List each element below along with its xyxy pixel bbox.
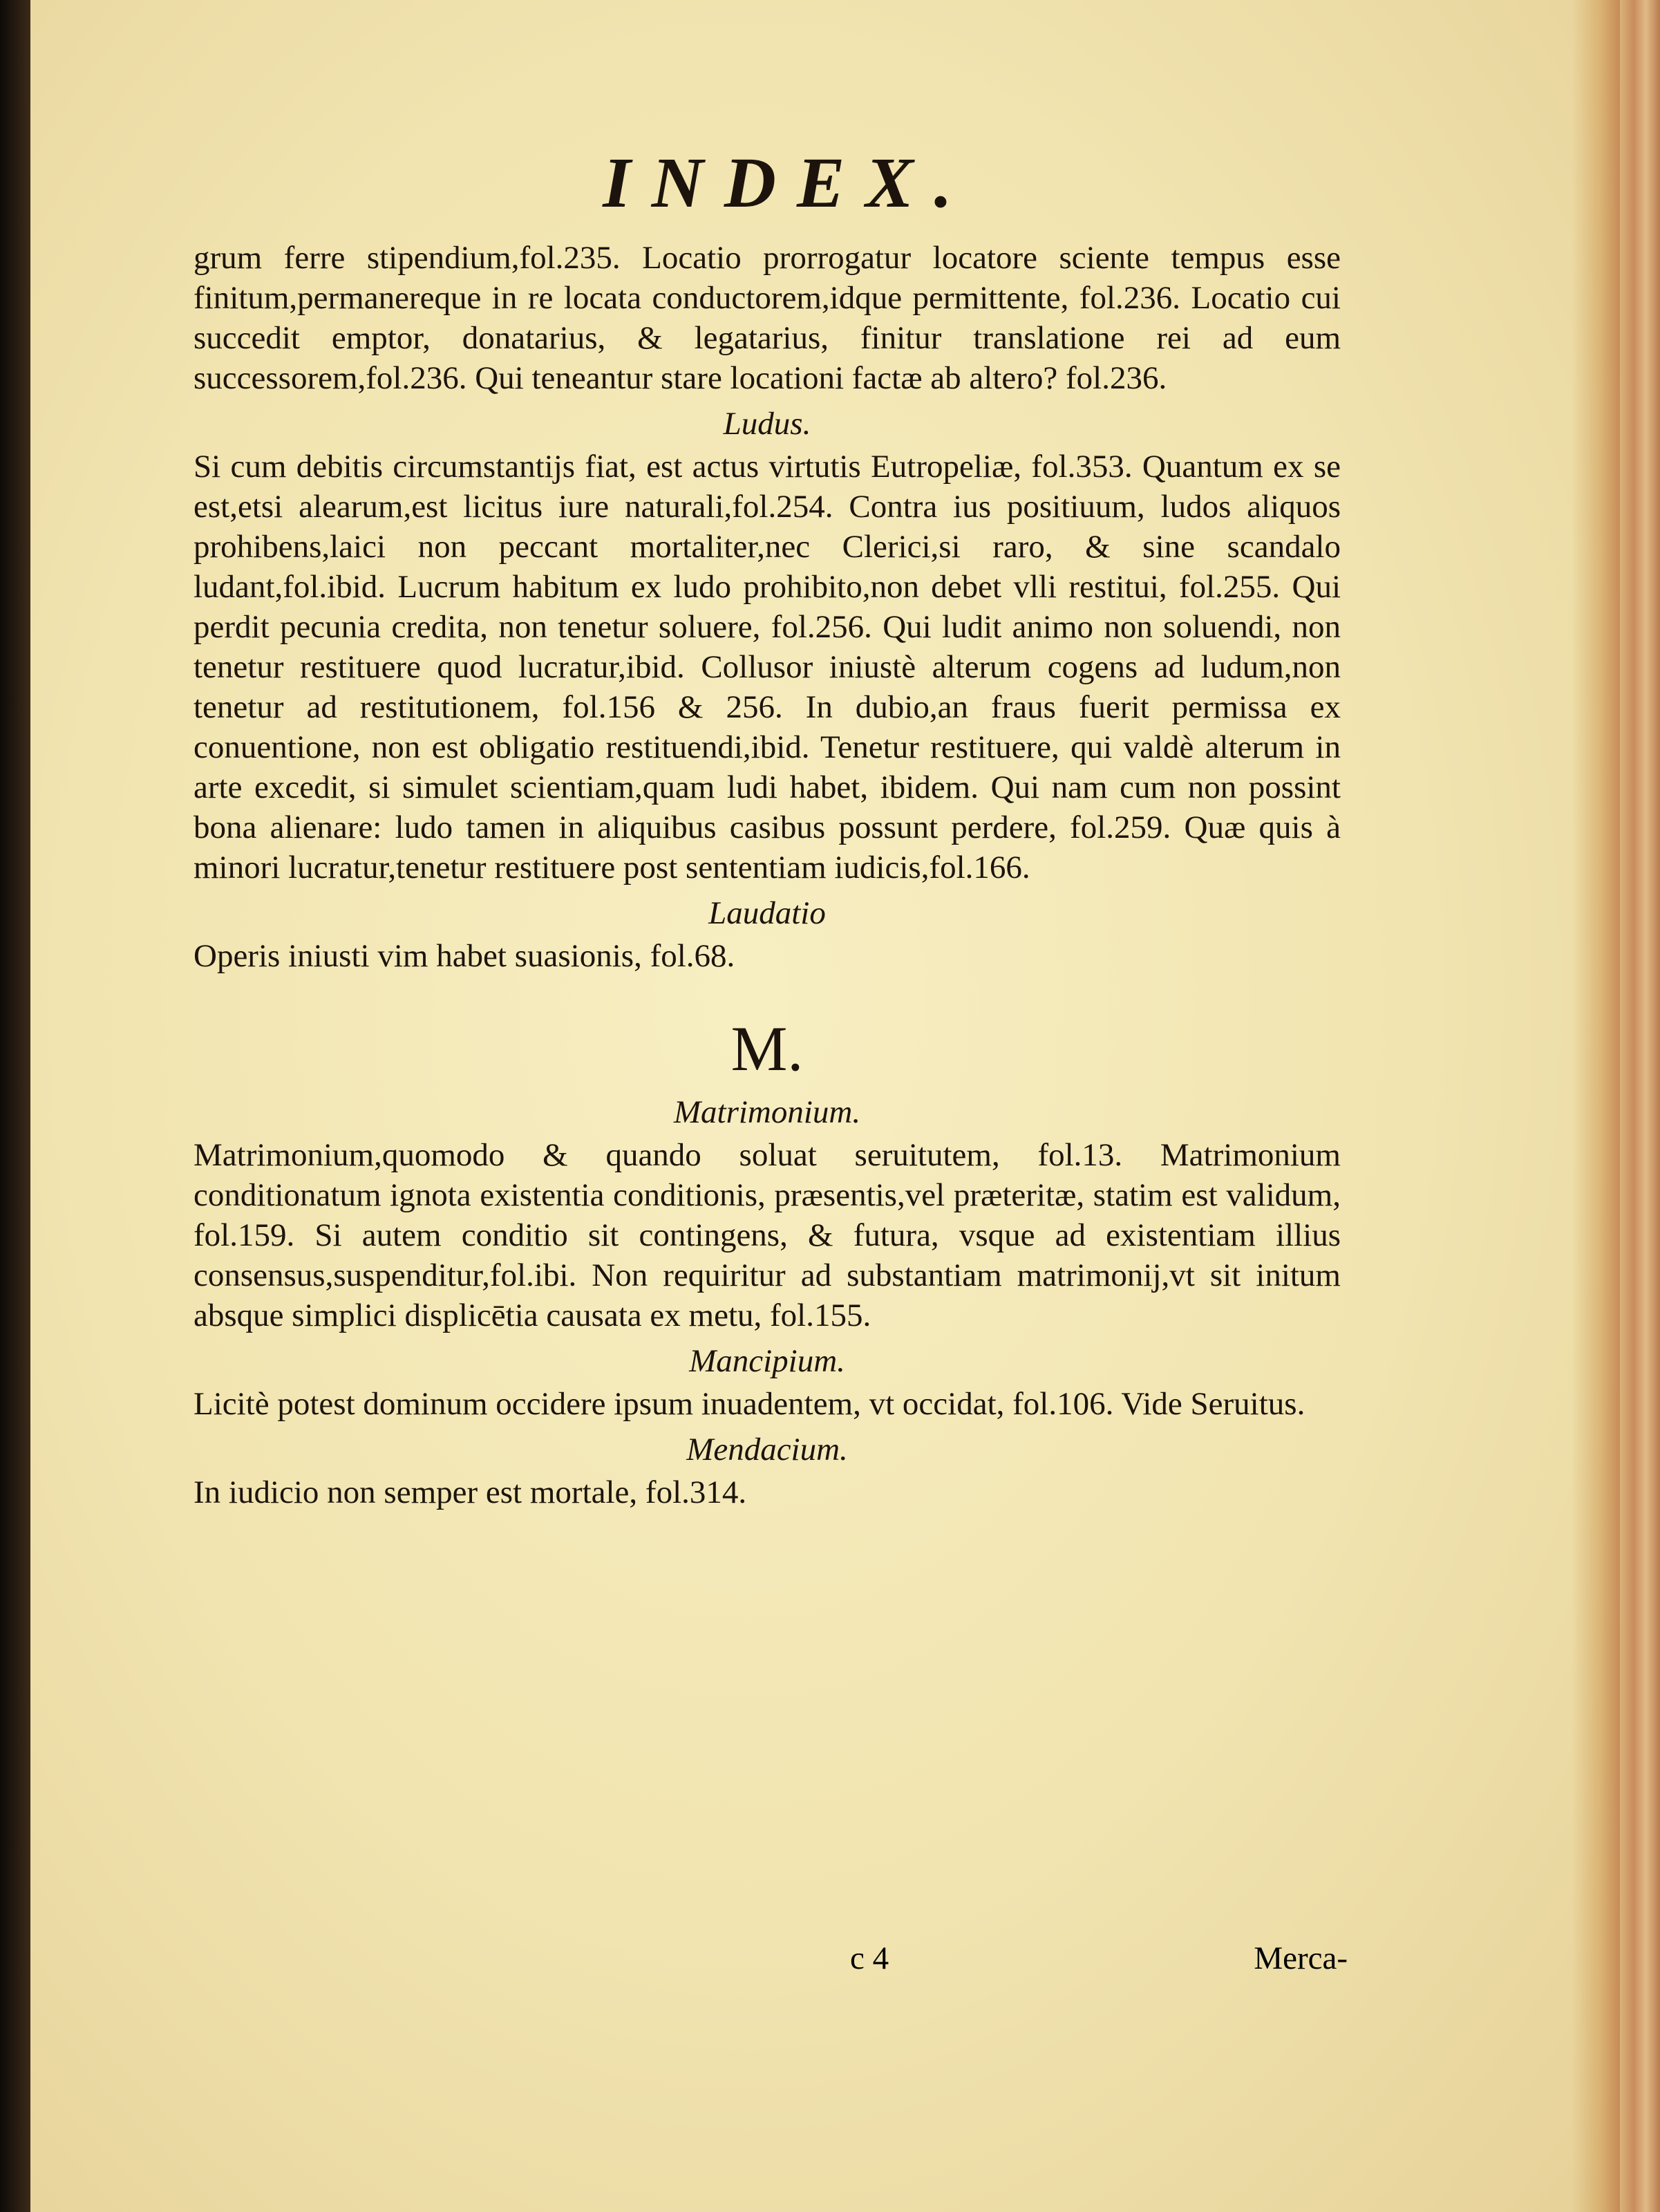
entry-heading-mancipium: Mancipium. xyxy=(689,1343,845,1379)
entry-text-mancipium: Licitè potest dominum occidere ipsum inuadentem, vt occidat, fol.106. Vide Seruitus. xyxy=(194,1386,1305,1422)
page-text xyxy=(194,138,1341,1512)
entry-heading-matrimonium: Matrimonium. xyxy=(673,1094,861,1130)
page-fore-edge xyxy=(1620,0,1660,2212)
page-title: INDEX. xyxy=(603,143,973,223)
entry-text-ludus: Si cum debitis circumstantijs fiat, est actus virtutis Eutropeliæ, fol.353. Quantum ex se est,etsi alearum,est licitus iure naturali,fol.254. Contra ius positiuum, ludos aliquos prohibens,laici non peccant mortaliter,nec Clerici,si raro, & sine scandalo ludant,fol.ibid. Lucrum habitum ex ludo prohibito,non debet vlli restitui, fol.255. Qui perdit pecunia credita, non tenetur soluere, fol.256. Qui ludit animo non soluendi, non tenetur restituere quod lucratur,ibid. Collusor iniustè alterum cogens ad ludum,non tenetur ad restitutionem, fol.156 & 256. In dubio,an fraus fuerit permissa ex conuentione, non est obligatio restituendi,ibid. Tenetur restituere, qui valdè alterum in arte excedit, si simulet scientiam,quam ludi habet, ibidem. Qui nam cum non possint bona alienare: ludo tamen in aliquibus casibus possunt perdere, fol.259. Quæ quis à minori lucratur,tenetur restituere post sententiam iudicis,fol.166. xyxy=(194,449,1341,885)
continuation-text: grum ferre stipendium,fol.235. Locatio prorrogatur locatore sciente tempus esse finitum,permanereque in re locata conductorem,idque permittente, fol.236. Locatio cui succedit emptor, donatarius, & legatarius, finitur translatione rei ad eum successorem,fol.236. Qui teneantur stare locationi factæ ab altero? fol.236. xyxy=(194,240,1341,396)
entry-heading-ludus: Ludus. xyxy=(723,406,811,442)
entry-continuation xyxy=(194,238,1341,398)
entry-heading-mendacium: Mendacium. xyxy=(686,1432,848,1468)
entry-text-mendacium: In iudicio non semper est mortale, fol.314. xyxy=(194,1474,747,1510)
entry-ludus xyxy=(194,404,1341,888)
entry-text-laudatio: Operis iniusti vim habet suasionis, fol.68. xyxy=(194,938,735,974)
section-letter-m: M. xyxy=(730,1013,804,1084)
signature-mark: c 4 xyxy=(850,1940,889,1976)
entry-mancipium xyxy=(194,1341,1341,1424)
entry-mendacium xyxy=(194,1430,1341,1512)
book-gutter xyxy=(0,0,30,2212)
entry-matrimonium xyxy=(194,1092,1341,1335)
entry-laudatio xyxy=(194,893,1341,976)
page-footer xyxy=(194,1940,1348,1984)
entry-text-matrimonium: Matrimonium,quomodo & quando soluat seruitutem, fol.13. Matrimonium conditionatum ignota existentia conditionis, præsentis,vel præteritæ, statim est validum, fol.159. Si autem conditio sit contingens, & futura, vsque ad existentiam illius consensus,suspenditur,fol.ibi. Non requiritur ad substantiam matrimonij,vt sit initum absque simplici displicētia causata ex metu, fol.155. xyxy=(194,1137,1341,1333)
catchword: Merca- xyxy=(1254,1940,1348,1976)
book-page xyxy=(30,0,1620,2212)
entry-heading-laudatio: Laudatio xyxy=(708,895,826,931)
